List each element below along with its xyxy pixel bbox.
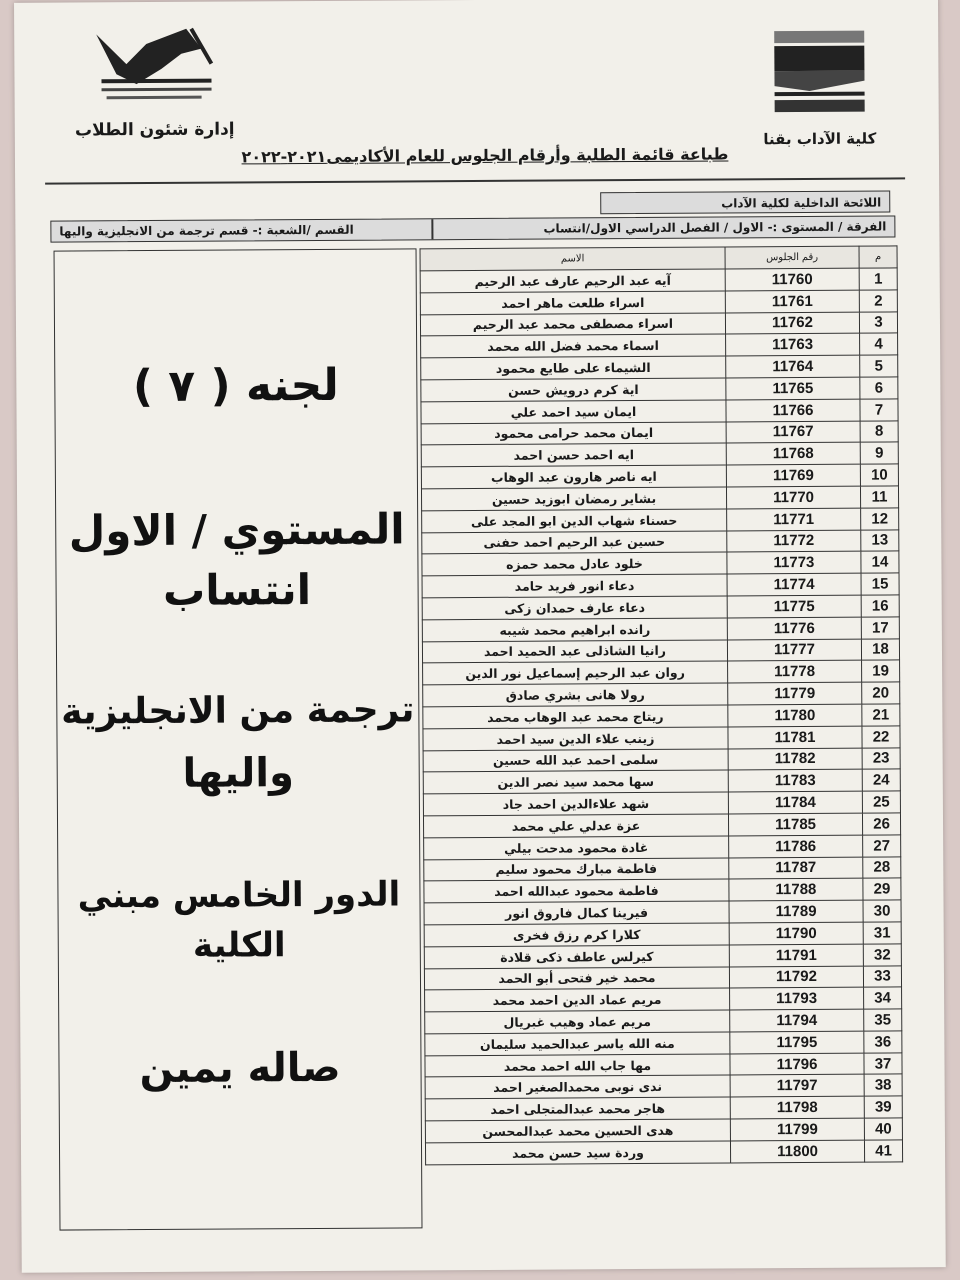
bylaw-label: اللائحة الداخلية لكلية الآداب — [600, 190, 890, 214]
table-row — [423, 769, 900, 794]
row-number: 35 — [864, 1009, 902, 1031]
level-info: الفرقة / المستوى :- الاول / الفصل الدراسي الاول/انتساب — [543, 219, 887, 236]
row-number: 37 — [864, 1053, 902, 1075]
table-row — [424, 835, 901, 860]
seat-number: 11792 — [729, 966, 863, 989]
col-header-name: الاسم — [420, 247, 725, 271]
student-name: رولا هانى بشري صادق — [423, 683, 728, 707]
row-number: 19 — [862, 660, 900, 682]
student-name: دعاء عارف حمدان زكى — [422, 596, 727, 620]
seat-number: 11769 — [726, 464, 860, 487]
table-row — [424, 965, 901, 990]
row-number: 31 — [863, 922, 901, 944]
student-name: فيرينا كمال فاروق انور — [424, 901, 729, 925]
student-name: روان عبد الرحيم إسماعيل نور الدين — [423, 661, 728, 685]
row-number: 16 — [861, 595, 899, 617]
seat-number: 11791 — [729, 944, 863, 967]
row-number: 30 — [863, 900, 901, 922]
row-number: 10 — [860, 464, 898, 486]
row-number: 38 — [864, 1074, 902, 1096]
table-row — [424, 944, 901, 969]
seat-number: 11789 — [729, 900, 863, 923]
info-bar — [50, 215, 895, 242]
seat-number: 11796 — [730, 1053, 864, 1076]
row-number: 13 — [861, 529, 899, 551]
seat-number: 11793 — [730, 987, 864, 1010]
row-number: 4 — [860, 333, 898, 355]
student-name: سلمى احمد عبد الله حسين — [423, 749, 728, 773]
row-number: 3 — [859, 312, 897, 334]
table-row — [425, 1074, 902, 1099]
table-row — [424, 900, 901, 925]
student-name: رانيا الشاذلى عبد الحميد احمد — [422, 640, 727, 664]
row-number: 29 — [863, 878, 901, 900]
seat-number: 11767 — [726, 421, 860, 444]
table-row — [425, 1140, 902, 1165]
table-row — [423, 682, 900, 707]
student-name: ندى نوبى محمدالصغير احمد — [425, 1075, 730, 1099]
seat-number: 11765 — [726, 377, 860, 400]
seat-number: 11768 — [726, 443, 860, 466]
student-name: خلود عادل محمد حمزه — [422, 552, 727, 576]
student-name: ايه ناصر هارون عبد الوهاب — [421, 465, 726, 489]
row-number: 36 — [864, 1031, 902, 1053]
seat-number: 11771 — [727, 508, 861, 531]
table-row — [423, 704, 900, 729]
row-number: 33 — [863, 965, 901, 987]
seat-number: 11778 — [728, 661, 862, 684]
enrollment-mode-note: انتساب — [162, 565, 312, 615]
table-row — [421, 377, 898, 402]
student-name: كلارا كرم رزق فخرى — [424, 923, 729, 947]
student-name: رانده ابراهيم محمد شيبه — [422, 618, 727, 642]
row-number: 27 — [863, 835, 901, 857]
table-row — [420, 290, 897, 315]
students-table — [420, 245, 904, 1165]
row-number: 15 — [861, 573, 899, 595]
seat-number: 11781 — [728, 726, 862, 749]
seat-number: 11800 — [730, 1140, 864, 1163]
table-row — [425, 1009, 902, 1034]
table-row — [425, 1096, 902, 1121]
table-row — [420, 268, 897, 293]
seat-number: 11785 — [728, 813, 862, 836]
col-header-seat: رقم الجلوس — [725, 246, 859, 269]
row-number: 9 — [860, 442, 898, 464]
table-row — [423, 747, 900, 772]
floor-note-line2: الكلية — [192, 925, 286, 966]
hall-note: صاله يمين — [139, 1044, 341, 1093]
row-number: 11 — [860, 486, 898, 508]
student-name: زينب علاء الدين سيد احمد — [423, 727, 728, 751]
table-row — [422, 638, 899, 663]
row-number: 7 — [860, 399, 898, 421]
student-name: منه الله ياسر عبدالحميد سليمان — [425, 1032, 730, 1056]
seat-number: 11795 — [730, 1031, 864, 1054]
seat-number: 11761 — [725, 290, 859, 313]
student-name: مريم عماد وهيب غبريال — [425, 1010, 730, 1034]
seat-number: 11777 — [727, 639, 861, 662]
table-row — [422, 573, 899, 598]
table-row — [425, 987, 902, 1012]
table-row — [421, 399, 898, 424]
row-number: 25 — [862, 791, 900, 813]
row-number: 21 — [862, 704, 900, 726]
seat-number: 11762 — [725, 312, 859, 335]
seat-number: 11773 — [727, 552, 861, 575]
student-name: ايمان محمد حرامى محمود — [421, 422, 726, 446]
row-number: 41 — [864, 1140, 902, 1162]
student-name: حسين عبد الرحيم احمد حفنى — [422, 531, 727, 555]
student-name: وردة سيد حسن محمد — [425, 1141, 730, 1165]
seat-number: 11786 — [729, 835, 863, 858]
college-name: كلية الآداب بقنا — [763, 129, 877, 149]
seat-number: 11784 — [728, 791, 862, 814]
seat-number: 11774 — [727, 573, 861, 596]
table-row — [422, 529, 899, 554]
row-number: 2 — [859, 290, 897, 312]
header-divider — [45, 177, 905, 184]
student-name: ايه احمد حسن احمد — [421, 443, 726, 467]
table-row — [423, 660, 900, 685]
student-name: هاجر محمد عبدالمتجلى احمد — [425, 1097, 730, 1121]
student-name: شهد علاءالدين احمد جاد — [423, 792, 728, 816]
table-row — [425, 1053, 902, 1078]
student-name: مها جاب الله احمد محمد — [425, 1054, 730, 1078]
table-row — [423, 726, 900, 751]
table-row — [421, 355, 898, 380]
row-number: 28 — [863, 856, 901, 878]
student-name: الشيماء على طايع محمود — [421, 356, 726, 380]
row-number: 8 — [860, 421, 898, 443]
student-name: اسماء محمد فضل الله محمد — [421, 334, 726, 358]
seat-number: 11772 — [727, 530, 861, 553]
student-name: آيه عبد الرحيم عارف عبد الرحيم — [420, 269, 725, 293]
row-number: 14 — [861, 551, 899, 573]
student-name: ايمان سيد احمد علي — [421, 400, 726, 424]
student-name: دعاء انور فريد حامد — [422, 574, 727, 598]
seat-number: 11770 — [726, 486, 860, 509]
row-number: 5 — [860, 355, 898, 377]
seat-number: 11776 — [727, 617, 861, 640]
department-info: القسم /الشعبة :- قسم ترجمة من الانجليزية واليها — [59, 222, 354, 239]
seat-number: 11782 — [728, 748, 862, 771]
table-row — [421, 333, 898, 358]
table-row — [420, 312, 897, 337]
table-row — [421, 464, 898, 489]
row-number: 12 — [861, 508, 899, 530]
seat-number: 11790 — [729, 922, 863, 945]
committee-number: لجنه ( ٧ ) — [132, 359, 339, 413]
seat-number: 11797 — [730, 1075, 864, 1098]
seat-number: 11760 — [725, 268, 859, 291]
col-header-number: م — [859, 246, 897, 268]
seat-number: 11798 — [730, 1096, 864, 1119]
row-number: 20 — [862, 682, 900, 704]
student-name: عزة عدلي علي محمد — [423, 814, 728, 838]
department-note-line1: ترجمة من الانجليزية — [61, 689, 415, 733]
row-number: 34 — [864, 987, 902, 1009]
table-row — [423, 791, 900, 816]
table-row — [421, 486, 898, 511]
student-name: مريم عماد الدين احمد محمد — [425, 988, 730, 1012]
document-page — [14, 0, 946, 1273]
student-name: بشاير رمضان ابوزيد حسين — [421, 487, 726, 511]
student-affairs-office: إدارة شئون الطلاب — [74, 119, 235, 141]
seat-number: 11766 — [726, 399, 860, 422]
row-number: 39 — [864, 1096, 902, 1118]
row-number: 17 — [861, 617, 899, 639]
row-number: 6 — [860, 377, 898, 399]
table-row — [421, 421, 898, 446]
seat-number: 11799 — [730, 1118, 864, 1141]
table-row — [424, 878, 901, 903]
seat-number: 11780 — [728, 704, 862, 727]
seat-number: 11779 — [728, 682, 862, 705]
student-name: اية كرم درويش حسن — [421, 378, 726, 402]
seat-number: 11787 — [729, 857, 863, 880]
table-row — [424, 856, 901, 881]
table-header-row — [420, 246, 897, 271]
student-name: اسراء مصطفى محمد عبد الرحيم — [420, 313, 725, 337]
faculty-of-arts-logo — [769, 26, 870, 122]
student-affairs-logo — [86, 24, 217, 115]
student-name: سها محمد سيد نصر الدين — [423, 770, 728, 794]
seat-number: 11783 — [728, 769, 862, 792]
row-number: 1 — [859, 268, 897, 290]
table-row — [422, 551, 899, 576]
row-number: 22 — [862, 726, 900, 748]
student-name: فاطمة مبارك محمود سليم — [424, 857, 729, 881]
level-note: المستوي / الاول — [68, 504, 405, 556]
row-number: 40 — [864, 1118, 902, 1140]
row-number: 23 — [862, 747, 900, 769]
seat-number: 11764 — [726, 355, 860, 378]
row-number: 32 — [863, 944, 901, 966]
department-note-line2: واليها — [182, 750, 295, 797]
table-row — [425, 1031, 902, 1056]
table-row — [423, 813, 900, 838]
info-separator — [431, 219, 433, 239]
table-row — [424, 922, 901, 947]
row-number: 26 — [862, 813, 900, 835]
document-title: طباعة قائمة الطلبة وأرقام الجلوس للعام الأكاديمى٢٠٢١-٢٠٢٢ — [241, 144, 729, 167]
table-row — [425, 1118, 902, 1143]
row-number: 24 — [862, 769, 900, 791]
seat-number: 11763 — [726, 334, 860, 357]
floor-note-line1: الدور الخامس مبني — [77, 874, 401, 917]
student-name: حسناء شهاب الدين ابو المجد على — [422, 509, 727, 533]
table-row — [422, 595, 899, 620]
student-name: محمد خير فتحى أبو الحمد — [424, 966, 729, 990]
student-name: كيرلس عاطف ذكى قلادة — [424, 945, 729, 969]
student-name: غادة محمود مدحت بيلي — [424, 836, 729, 860]
table-row — [422, 617, 899, 642]
student-name: اسراء طلعت ماهر احمد — [420, 291, 725, 315]
student-name: فاطمة محمود عبدالله احمد — [424, 879, 729, 903]
student-name: هدى الحسين محمد عبدالمحسن — [425, 1119, 730, 1143]
seat-number: 11788 — [729, 878, 863, 901]
seat-number: 11775 — [727, 595, 861, 618]
table-row — [421, 442, 898, 467]
handwritten-notes-box — [54, 248, 423, 1230]
row-number: 18 — [861, 638, 899, 660]
student-name: ريتاج محمد عبد الوهاب محمد — [423, 705, 728, 729]
table-row — [422, 508, 899, 533]
seat-number: 11794 — [730, 1009, 864, 1032]
